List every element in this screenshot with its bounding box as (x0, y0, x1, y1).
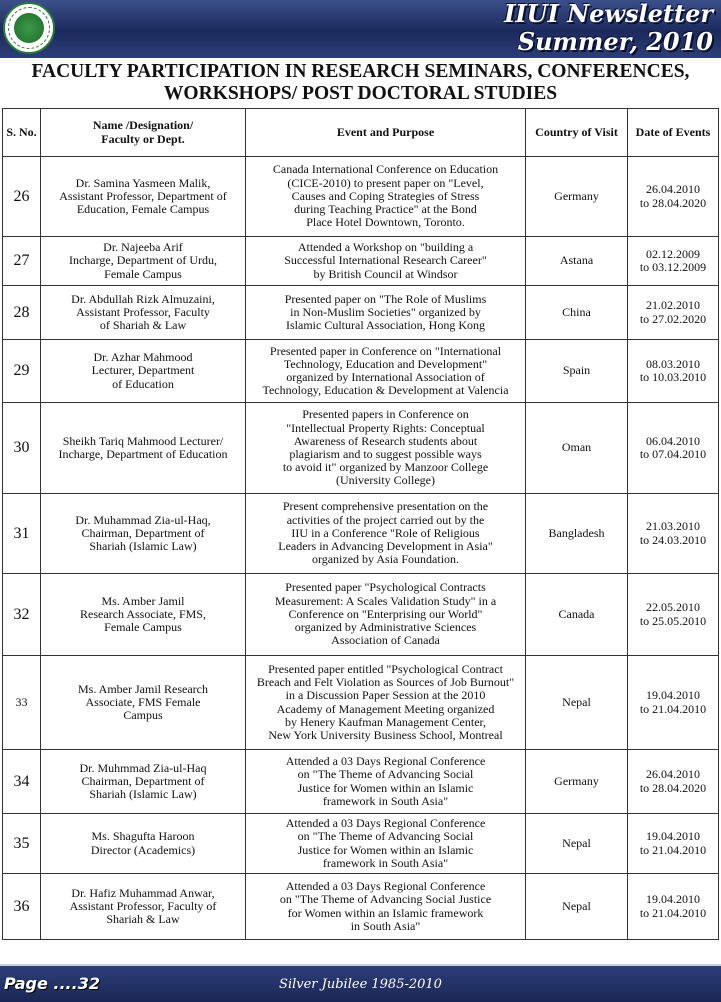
event-purpose-cell (246, 750, 526, 814)
table-row (3, 874, 719, 940)
serial-number-cell: 30 (3, 403, 41, 494)
event-purpose-line: in South Asia" (350, 918, 421, 933)
event-purpose-line: Academy of Management Meeting organized (276, 701, 495, 716)
event-purpose-line: New York University Business School, Montreal (268, 727, 503, 742)
faculty-name-cell (41, 814, 246, 874)
faculty-name-line: Assistant Professor, Department of (59, 188, 227, 203)
faculty-name-line: Dr. Muhmmad Zia-ul-Haq (79, 760, 207, 775)
event-purpose-line: organized by International Association of (286, 370, 485, 384)
event-purpose-line: Presented paper in Conference on "International (269, 343, 502, 358)
column-header-name (41, 109, 246, 157)
event-purpose-line: Justice for Women within an Islamic (297, 842, 474, 857)
faculty-name-cell (41, 286, 246, 340)
newsletter-issue: Summer, 2010 (517, 27, 713, 56)
faculty-name-line: Dr. Najeeba Arif (103, 240, 183, 255)
serial-number-cell: 27 (3, 237, 41, 286)
faculty-name-line: Assistant Professor, Faculty (76, 304, 210, 319)
event-purpose-line: Attended a 03 Days Regional Conference (285, 879, 486, 894)
event-purpose-line: Presented paper "Psychological Contracts (285, 580, 486, 595)
table-header-row (3, 109, 719, 157)
event-purpose-line: in a Discussion Paper Session at the 2010 (285, 688, 486, 703)
event-purpose-line: Measurement: A Scales Validation Study" in a (274, 593, 497, 608)
event-purpose-cell (246, 157, 526, 237)
table-row (3, 157, 719, 237)
table-row (3, 656, 719, 750)
event-date-cell (628, 750, 719, 814)
country-cell: Nepal (526, 656, 628, 750)
serial-number-cell: 34 (3, 750, 41, 814)
event-date-line: 19.04.2010 (646, 688, 700, 703)
faculty-name-cell (41, 237, 246, 286)
event-date-cell (628, 656, 719, 750)
event-date-line: 02.12.2009 (646, 246, 700, 261)
serial-number-cell: 35 (3, 814, 41, 874)
serial-number-cell: 32 (3, 574, 41, 656)
event-date-line: 06.04.2010 (646, 433, 700, 448)
event-date-cell (628, 157, 719, 237)
event-purpose-line: Present comprehensive presentation on the (282, 499, 489, 514)
table-row (3, 750, 719, 814)
country-cell: Germany (526, 750, 628, 814)
page-number: Page ....32 (4, 974, 100, 993)
event-purpose-line: "Intellectual Property Rights: Conceptual (286, 420, 485, 435)
event-date-line: to 21.04.2010 (639, 701, 707, 716)
faculty-name-line: of Education (112, 376, 174, 391)
event-date-line: to 03.12.2009 (639, 260, 707, 274)
faculty-name-line: Dr. Samina Yasmeen Malik, (75, 175, 211, 190)
newsletter-header-bar (0, 0, 721, 58)
event-purpose-line: Attended a Workshop on "building a (297, 240, 474, 255)
event-purpose-line: Place Hotel Downtown, Toronto. (306, 215, 465, 230)
country-cell: Astana (526, 237, 628, 286)
newsletter-name: IIUI Newsletter (504, 0, 713, 28)
faculty-name-line: Shariah (Islamic Law) (89, 539, 197, 554)
event-purpose-line: Association of Canada (331, 633, 440, 648)
table-row (3, 286, 719, 340)
faculty-name-line: Ms. Amber Jamil (101, 593, 185, 608)
faculty-name-line: Dr. Muhammad Zia-ul-Haq, (75, 512, 211, 527)
event-purpose-line: Presented papers in Conference on (302, 407, 469, 422)
event-purpose-line: Presented paper entitled "Psychological Contract (268, 661, 503, 676)
logo-emblem (14, 13, 44, 43)
faculty-name-cell (41, 340, 246, 403)
event-purpose-cell (246, 574, 526, 656)
faculty-name-cell (41, 403, 246, 494)
event-purpose-line: plagiarism and to suggest possible ways (289, 447, 482, 461)
table-row (3, 814, 719, 874)
event-date-line: 08.03.2010 (646, 356, 700, 371)
country-cell: Spain (526, 340, 628, 403)
event-purpose-line: Breach and Felt Violation as Sources of Job Burnout" (256, 675, 515, 690)
serial-number-cell: 33 (3, 656, 41, 750)
serial-number-cell: 31 (3, 494, 41, 574)
event-purpose-line: Technology, Education & Development at Valencia (262, 383, 509, 398)
faculty-name-line: Incharge, Department of Urdu, (68, 253, 218, 268)
column-header-event: Event and Purpose (246, 109, 526, 157)
event-purpose-line: Attended a 03 Days Regional Conference (285, 754, 486, 769)
newsletter-title (504, 0, 713, 56)
country-cell: Germany (526, 157, 628, 237)
faculty-name-line: Director (Academics) (90, 842, 196, 857)
event-date-line: to 21.04.2010 (639, 842, 707, 857)
table-row (3, 494, 719, 574)
event-purpose-line: on "The Theme of Advancing Social Justice (279, 892, 492, 907)
event-date-cell (628, 574, 719, 656)
faculty-name-line: Assistant Professor, Faculty of (69, 898, 217, 913)
event-date-line: 26.04.2010 (646, 767, 700, 782)
event-date-cell (628, 286, 719, 340)
column-header-name-line-1: Name /Designation/ (92, 118, 194, 133)
event-date-line: 22.05.2010 (646, 600, 700, 615)
event-purpose-line: Islamic Cultural Association, Hong Kong (286, 318, 485, 333)
event-date-line: to 24.03.2010 (639, 532, 707, 547)
faculty-name-line: Dr. Abdullah Rizk Almuzaini, (71, 291, 215, 306)
event-date-line: to 28.04.2020 (639, 780, 707, 795)
event-date-cell (628, 494, 719, 574)
event-date-line: 21.02.2010 (646, 298, 700, 313)
page-footer (0, 964, 721, 1002)
country-cell: Bangladesh (526, 494, 628, 574)
faculty-name-line: Ms. Shagufta Haroon (91, 829, 195, 844)
event-purpose-line: Awareness of Research students about (293, 433, 478, 448)
event-purpose-line: by British Council at Windsor (313, 266, 458, 281)
event-purpose-line: Leaders in Advancing Development in Asia" (278, 539, 493, 554)
column-header-country: Country of Visit (526, 109, 628, 157)
country-cell: Nepal (526, 874, 628, 940)
faculty-name-cell (41, 574, 246, 656)
country-cell: Oman (526, 403, 628, 494)
serial-number-cell: 36 (3, 874, 41, 940)
event-purpose-cell (246, 874, 526, 940)
event-purpose-line: Causes and Coping Strategies of Stress (291, 188, 480, 203)
country-cell: Nepal (526, 814, 628, 874)
faculty-name-line: Female Campus (104, 620, 182, 635)
university-logo-icon (3, 2, 55, 54)
event-purpose-line: Justice for Women within an Islamic (297, 780, 474, 795)
column-header-name-line-2: Faculty or Dept. (101, 131, 185, 146)
serial-number-cell: 29 (3, 340, 41, 403)
event-date-line: to 28.04.2020 (639, 195, 707, 210)
event-purpose-line: Canada International Conference on Education (272, 162, 499, 177)
event-date-line: to 07.04.2010 (639, 447, 707, 461)
faculty-name-line: Female Campus (104, 266, 182, 281)
event-date-cell (628, 403, 719, 494)
event-purpose-cell (246, 494, 526, 574)
event-purpose-line: organized by Administrative Sciences (294, 620, 477, 635)
column-header-sno: S. No. (3, 109, 41, 157)
faculty-name-line: Dr. Hafiz Muhammad Anwar, (71, 885, 215, 900)
table-row (3, 237, 719, 286)
event-date-line: to 21.04.2010 (639, 905, 707, 920)
faculty-name-line: Chairman, Department of (81, 525, 205, 540)
event-purpose-cell (246, 237, 526, 286)
event-date-line: 19.04.2010 (646, 829, 700, 844)
event-purpose-line: by Henery Kaufman Management Center, (284, 714, 487, 729)
event-purpose-cell (246, 340, 526, 403)
table-row (3, 403, 719, 494)
faculty-name-line: Research Associate, FMS, (80, 606, 206, 621)
event-date-cell (628, 237, 719, 286)
faculty-name-line: Chairman, Department of (81, 773, 205, 788)
event-purpose-line: in Non-Muslim Societies" organized by (290, 304, 481, 319)
event-purpose-line: framework in South Asia" (322, 855, 449, 870)
event-date-line: 19.04.2010 (646, 892, 700, 907)
faculty-name-line: Campus (123, 708, 163, 723)
faculty-participation-table (2, 108, 719, 940)
event-date-line: 21.03.2010 (646, 519, 700, 534)
page-title (0, 61, 721, 105)
event-date-line: to 25.05.2010 (639, 613, 707, 628)
event-purpose-line: to avoid it" organized by Manzoor College (282, 460, 489, 475)
table-row (3, 574, 719, 656)
event-date-cell (628, 814, 719, 874)
event-date-cell (628, 874, 719, 940)
event-purpose-cell (246, 403, 526, 494)
faculty-name-line: of Shariah & Law (99, 318, 187, 333)
faculty-name-cell (41, 157, 246, 237)
faculty-name-line: Shariah (Islamic Law) (89, 787, 197, 802)
event-date-line: to 27.02.2020 (639, 311, 707, 326)
event-purpose-line: Successful International Research Career" (284, 253, 487, 268)
event-purpose-line: Conference on "Enterprising our World" (288, 606, 483, 621)
event-date-cell (628, 340, 719, 403)
faculty-name-line: Dr. Azhar Mahmood (93, 350, 193, 365)
serial-number-cell: 26 (3, 157, 41, 237)
event-purpose-line: (University College) (336, 473, 435, 488)
event-purpose-line: Attended a 03 Days Regional Conference (285, 816, 486, 831)
event-purpose-line: Technology, Education and Development" (283, 356, 488, 371)
country-cell: China (526, 286, 628, 340)
event-purpose-line: Presented paper on "The Role of Muslims (284, 291, 487, 306)
event-purpose-line: for Women within an Islamic framework (287, 905, 484, 920)
table-row (3, 340, 719, 403)
country-cell: Canada (526, 574, 628, 656)
event-purpose-cell (246, 814, 526, 874)
faculty-name-line: Associate, FMS Female (85, 694, 201, 709)
faculty-name-cell (41, 750, 246, 814)
faculty-name-cell (41, 656, 246, 750)
faculty-name-line: Education, Female Campus (76, 202, 210, 217)
event-purpose-line: (CICE-2010) to present paper on "Level, (287, 175, 484, 190)
event-purpose-line: during Teaching Practice" at the Bond (294, 202, 477, 217)
page-title-line-2: WORKSHOPS/ POST DOCTORAL STUDIES (163, 83, 558, 104)
event-purpose-line: framework in South Asia" (322, 793, 449, 808)
faculty-name-line: Incharge, Department of Education (58, 447, 228, 461)
event-purpose-line: organized by Asia Foundation. (311, 552, 460, 567)
event-purpose-cell (246, 286, 526, 340)
faculty-name-line: Shariah & Law (106, 912, 180, 927)
faculty-name-cell (41, 874, 246, 940)
faculty-name-line: Ms. Amber Jamil Research (78, 681, 208, 696)
event-purpose-line: IIU in a Conference "Role of Religious (291, 525, 480, 540)
column-header-date: Date of Events (628, 109, 719, 157)
faculty-name-cell (41, 494, 246, 574)
faculty-name-line: Lecturer, Department (91, 363, 195, 378)
faculty-name-line: Sheikh Tariq Mahmood Lecturer/ (62, 433, 224, 448)
event-purpose-line: on "The Theme of Advancing Social (297, 767, 474, 782)
event-purpose-cell (246, 656, 526, 750)
page-title-line-1: FACULTY PARTICIPATION IN RESEARCH SEMINARS, CONFERENCES, (31, 61, 690, 82)
event-date-line: to 10.03.2010 (639, 370, 707, 384)
event-purpose-line: activities of the project carried out by the (286, 512, 485, 527)
serial-number-cell: 28 (3, 286, 41, 340)
event-purpose-line: on "The Theme of Advancing Social (297, 829, 474, 844)
event-date-line: 26.04.2010 (646, 182, 700, 197)
silver-jubilee-caption: Silver Jubilee 1985-2010 (279, 977, 442, 992)
